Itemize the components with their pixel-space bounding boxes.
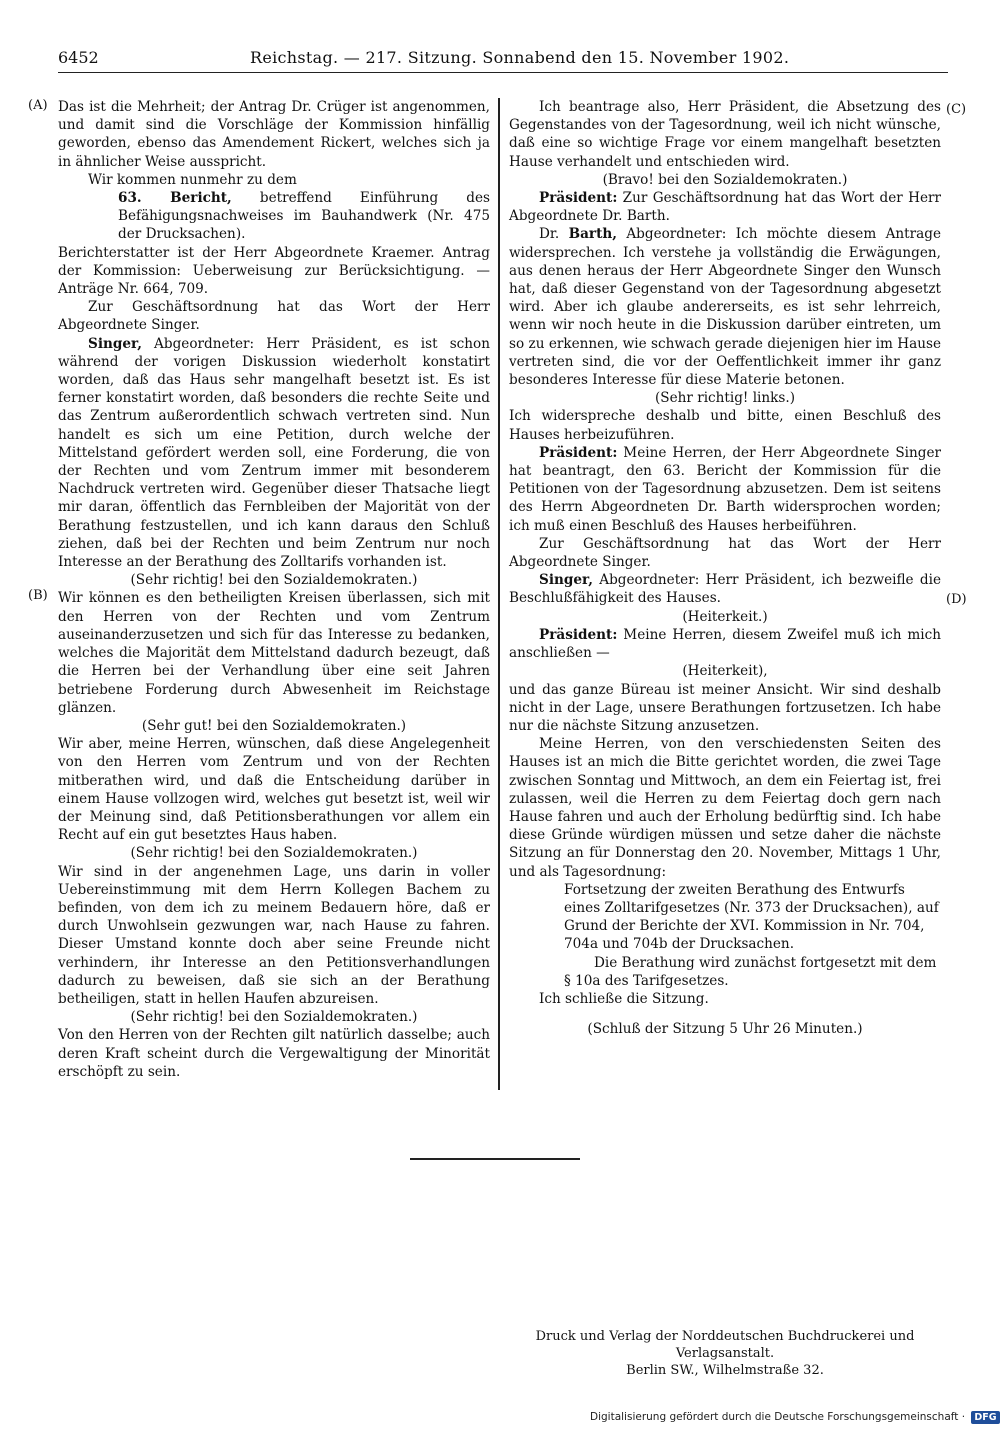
end-rule	[410, 1158, 580, 1160]
speaker-name: Singer,	[539, 572, 593, 589]
right-column	[509, 98, 941, 1038]
interjection: (Sehr richtig! bei den Sozialdemokraten.)	[130, 1009, 418, 1026]
page-header	[58, 48, 948, 73]
page-number: 6452	[58, 48, 99, 67]
speech-text: Abgeordneter: Herr Präsident, es ist schon während der vorigen Diskussion wiederholt konstatirt worden, daß das Haus sehr mangelhaft besetzt ist. Es ist ferner konstatirt worden, daß besonders die rechte Seite und das Zentrum außerordentlich schwach vertreten sind. Nun handelt es sich um eine Petition, durch welche der Mittelstand gefördert werden soll, eine Forderung, die von der Rechten und vom Zentrum immer mit besonderem Nachdruck vertreten wird. Gegenüber dieser Thatsache liegt mir daran, öffentlich das Fernbleiben der Majorität von der Berathung festzustellen, und ich kann daraus den Schluß ziehen, daß bei der Rechten und beim Zentrum nur noch Interesse an der Berathung des Zolltarifs vorhanden ist.	[58, 335, 490, 571]
speaker-name: Singer,	[88, 335, 142, 352]
margin-marker-c: (C)	[946, 102, 967, 117]
imprint	[505, 1328, 945, 1379]
paragraph: Zur Geschäftsordnung hat das Wort der Herr Abgeordnete Singer.	[509, 535, 941, 571]
left-column	[58, 98, 490, 1081]
agenda-block: Fortsetzung der zweiten Berathung des Entwurfs eines Zolltarifgesetzes (Nr. 373 der Drucksachen), auf Grund der Berichte der XVI. Kommission in Nr. 704, 704a und 704b der Drucksachen.	[564, 881, 939, 953]
speech	[509, 444, 941, 535]
dfg-logo: DFG	[971, 1411, 999, 1424]
interjection: (Sehr gut! bei den Sozialdemokraten.)	[141, 717, 407, 734]
speech-text: Abgeordneter: Ich möchte diesem Antrage widersprechen. Ich verstehe ja vollständig die Erwägungen, aus denen heraus der Herr Abgeordnete Singer den Wunsch hat, daß dieser Gegenstand von der Tagesordnung abgesetzt wird. Aber ich glaube andererseits, es ist sehr lehrreich, wenn wir noch heute in die Diskussion darüber eintreten, um so zu erkennen, wie schwach gerade diejenigen hier im Hause vertreten sind, die vor der Oeffentlichkeit immer ihr ganz besonderes Interesse für diese Materie betonen.	[509, 226, 941, 389]
speaker-name: Barth,	[568, 226, 617, 243]
speaker-name: Präsident:	[539, 444, 618, 461]
speech-text: Abgeordneter: Herr Präsident, ich bezweifle die Beschlußfähigkeit des Hauses.	[509, 572, 941, 607]
interjection: (Bravo! bei den Sozialdemokraten.)	[602, 171, 848, 188]
speech	[509, 225, 941, 389]
imprint-line: Berlin SW., Wilhelmstraße 32.	[626, 1363, 824, 1378]
credit-text: Digitalisierung gefördert durch die Deutsche Forschungsgemeinschaft ·	[590, 1411, 966, 1423]
agenda-item-title: 63. Bericht,	[118, 190, 232, 207]
session-closing: (Schluß der Sitzung 5 Uhr 26 Minuten.)	[587, 1021, 863, 1038]
agenda-item	[118, 189, 490, 244]
interjection: (Sehr richtig! links.)	[654, 390, 796, 407]
margin-marker-b: (B)	[28, 588, 48, 603]
paragraph: Berichterstatter ist der Herr Abgeordnete Kraemer. Antrag der Kommission: Ueberweisung zur Berücksichtigung. — Anträge Nr. 664, 709.	[58, 244, 490, 298]
paragraph: Ich widerspreche deshalb und bitte, einen Beschluß des Hauses herbeizuführen.	[509, 408, 941, 443]
paragraph: Wir sind in der angenehmen Lage, uns darin in voller Uebereinstimmung mit dem Herrn Kollegen Bachem zu befinden, von dem ich zu meinem Bedauern höre, daß er durch Unwohlsein gezwungen war, nach Hause zu fahren. Dieser Umstand konnte doch aber seine Freunde nicht verhindern, ihr Interesse an den Petitionsverhandlungen dadurch zu beweisen, daß sie sich an der Berathung betheiligen, statt in hellen Haufen abzureisen.	[58, 863, 490, 1007]
paragraph: Von den Herren von der Rechten gilt natürlich dasselbe; auch deren Kraft scheint durch die Vergewaltigung der Minorität erschöpft zu sein.	[58, 1027, 490, 1080]
speech	[509, 626, 941, 662]
paragraph: Das ist die Mehrheit; der Antrag Dr. Crüger ist angenommen, und damit sind die Vorschläge der Kommission hinfällig geworden, ebenso das Amendement Rickert, welches sich ja in ähnlicher Weise ausspricht.	[58, 99, 490, 170]
interjection: (Sehr richtig! bei den Sozialdemokraten.)	[130, 845, 418, 862]
running-title: Reichstag. — 217. Sitzung. Sonnabend den 15. November 1902.	[250, 48, 790, 67]
paragraph: Wir aber, meine Herren, wünschen, daß diese Angelegenheit von den Herren vom Zentrum und von der Rechten mitberathen wird, und daß die Entscheidung darüber in einem Hause vollzogen wird, welches gut besetzt ist, weil wir der Meinung sind, daß Petitionsberathungen vor allem ein Recht auf ein gut besetztes Haus haben.	[58, 736, 490, 844]
interjection: (Sehr richtig! bei den Sozialdemokraten.)	[130, 572, 418, 589]
agenda-item-text: betreffend Einführung des Befähigungsnachweises im Bauhandwerk (Nr. 475 der Drucksachen).	[118, 190, 490, 243]
speech	[509, 189, 941, 225]
paragraph: Die Berathung wird zunächst fortgesetzt mit dem § 10a des Tarifgesetzes.	[564, 954, 937, 989]
interjection: (Heiterkeit.)	[682, 608, 768, 625]
paragraph: Zur Geschäftsordnung hat das Wort der Herr Abgeordnete Singer.	[58, 299, 490, 334]
paragraph: Ich beantrage also, Herr Präsident, die Absetzung des Gegenstandes von der Tagesordnung, weil ich nicht wünsche, daß eine so wichtige Frage vor einem mangelhaft besetzten Hause verhandelt und entschieden wird.	[509, 99, 941, 170]
interjection: (Heiterkeit),	[682, 663, 768, 680]
paragraph: Ich schließe die Sitzung.	[539, 990, 709, 1007]
imprint-line: Druck und Verlag der Norddeutschen Buchdruckerei und Verlagsanstalt.	[535, 1329, 915, 1361]
speaker-name: Präsident:	[539, 190, 618, 207]
speaker-title: Dr.	[539, 226, 569, 243]
speech	[58, 335, 490, 572]
column-divider	[498, 98, 500, 1090]
paragraph: Wir kommen nunmehr zu dem	[88, 171, 297, 188]
speech-text: Meine Herren, der Herr Abgeordnete Singer hat beantragt, den 63. Bericht der Kommission für die Petitionen von der Tagesordnung abzusetzen. Dem ist seitens des Herrn Abgeordneten Dr. Barth widersprochen worden; ich muß einen Beschluß des Hauses herbeiführen.	[509, 444, 941, 534]
speech-text: Zur Geschäftsordnung hat das Wort der Herr Abgeordnete Dr. Barth.	[509, 190, 941, 225]
digitization-credit	[590, 1411, 1000, 1424]
paragraph: Wir können es den betheiligten Kreisen überlassen, sich mit den Herren von der Rechten und vom Zentrum auseinanderzusetzen und sich für das Interesse zu bedanken, welches die Majorität dem Mittelstand dadurch bezeugt, daß die Herren bei der Verhandlung über eine seit Jahren betriebene Forderung durch Abwesenheit im Reichstage glänzen.	[58, 590, 490, 716]
paragraph: Meine Herren, von den verschiedensten Seiten des Hauses ist an mich die Bitte gerichtet worden, die zwei Tage zwischen Sonntag und Mittwoch, an dem ein Feiertag ist, frei zulassen, weil die Herren zu dem Feiertag doch gern nach Hause fahren und auch der Erholung bedürftig sind. Ich habe diese Gründe würdigen müssen und setze daher die nächste Sitzung an für Donnerstag den 20. November, Mittags 1 Uhr, und als Tagesordnung:	[509, 736, 941, 880]
margin-marker-d: (D)	[946, 592, 967, 607]
speech-text: Meine Herren, diesem Zweifel muß ich mich anschließen —	[509, 626, 941, 662]
margin-marker-a: (A)	[28, 98, 48, 113]
paragraph: und das ganze Büreau ist meiner Ansicht. Wir sind deshalb nicht in der Lage, unsere Berathungen fortzusetzen. Ich habe nur die nächste Sitzung anzusetzen.	[509, 681, 941, 734]
speech	[509, 571, 941, 607]
speaker-name: Präsident:	[539, 626, 618, 643]
